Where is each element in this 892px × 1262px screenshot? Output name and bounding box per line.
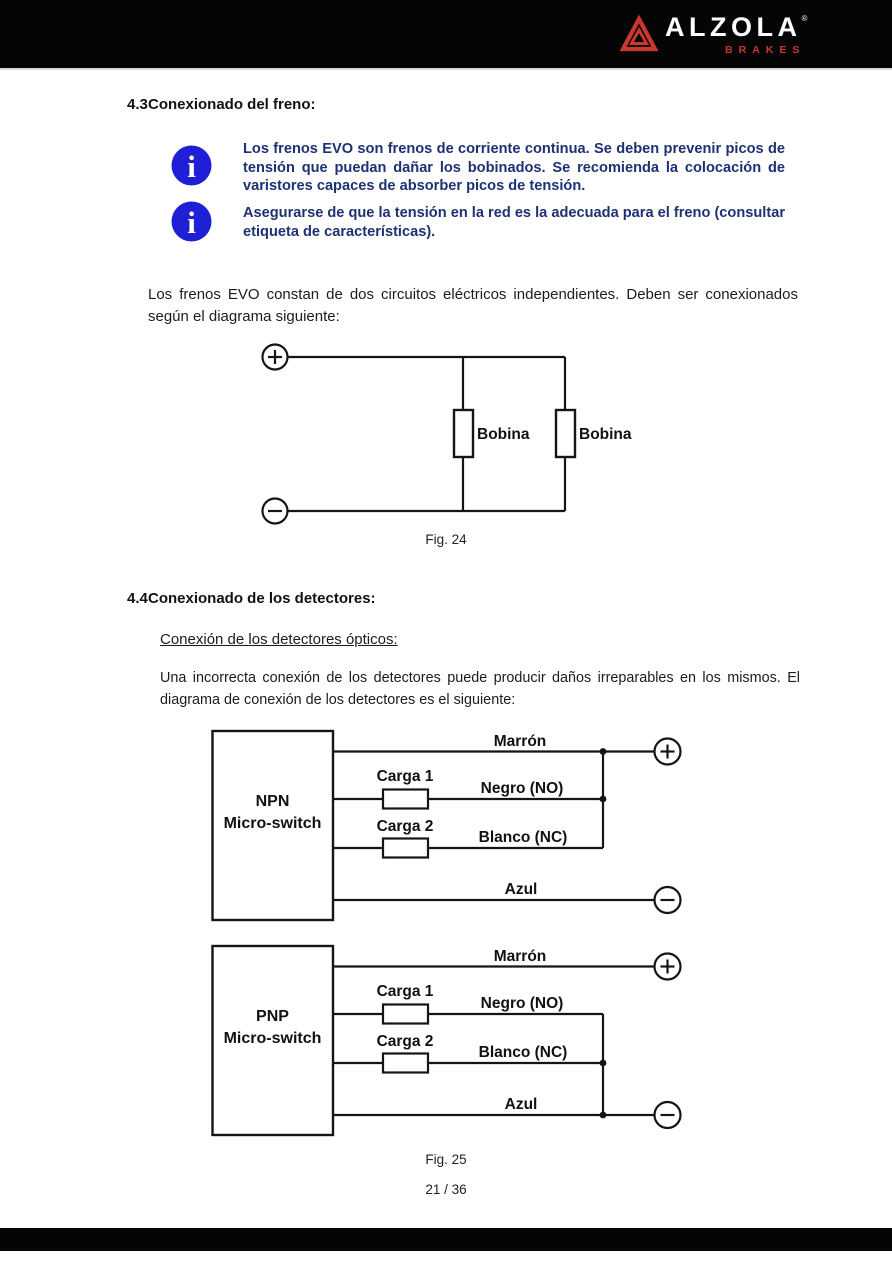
section-4-4-heading [127, 590, 376, 607]
header-bar [0, 0, 892, 70]
wire-label-black: Negro (NO) [480, 995, 564, 1012]
info-icon [171, 145, 212, 191]
junction-dot [600, 796, 607, 803]
note-voltage-spikes: Los frenos EVO son frenos de corriente continua. Se deben prevenir picos de tensión que puedan dañar los bobinados. Se recomienda la colocación de varistores capaces de absorber picos de tensión. [243, 141, 785, 194]
brand-subtitle: BRAKES [725, 44, 806, 56]
minus-terminal-icon [655, 887, 681, 913]
section-number: 4.3 [127, 96, 148, 113]
minus-terminal-icon [655, 1102, 681, 1128]
load-2-label: Carga 2 [376, 818, 434, 835]
junction-dot [600, 748, 607, 755]
load-1-box [383, 1005, 428, 1024]
device-name: PNP [256, 1008, 289, 1025]
load-1-box [383, 790, 428, 809]
svg-text:i: i [187, 205, 196, 240]
svg-text:i: i [187, 149, 196, 184]
alzola-triangle-icon [620, 14, 658, 61]
wire-label-blue: Azul [504, 881, 538, 898]
coil-box-1 [454, 410, 473, 457]
section-title: Conexionado de los detectores: [148, 590, 376, 607]
wire-label-black: Negro (NO) [480, 780, 564, 797]
load-2-label: Carga 2 [376, 1033, 434, 1050]
wire-label-white: Blanco (NC) [478, 829, 568, 846]
section-number: 4.4 [127, 590, 148, 607]
note-mains-voltage: Asegurarse de que la tensión en la red es la adecuada para el freno (consultar etiqueta de características). [243, 205, 785, 240]
coil-box-2 [556, 410, 575, 457]
plus-terminal-icon [655, 739, 681, 765]
wire-label-blue: Azul [504, 1096, 538, 1113]
pnp-diagram [205, 940, 690, 1140]
plus-terminal-icon [655, 954, 681, 980]
info-icon [171, 201, 212, 247]
coil-label-2: Bobina [579, 426, 632, 443]
npn-diagram [205, 725, 690, 925]
brand-logo [620, 14, 807, 61]
load-1-label: Carga 1 [376, 768, 434, 785]
device-type: Micro-switch [223, 815, 322, 832]
section-4-3-heading [127, 96, 316, 113]
wire-label-brown: Marrón [493, 948, 547, 965]
fig24-diagram [250, 335, 650, 527]
footer-bar [0, 1228, 892, 1251]
minus-terminal-icon [263, 499, 288, 524]
plus-terminal-icon [263, 345, 288, 370]
load-1-label: Carga 1 [376, 983, 434, 1000]
fig24-caption: Fig. 24 [425, 532, 467, 547]
wire-label-white: Blanco (NC) [478, 1044, 568, 1061]
load-2-box [383, 839, 428, 858]
load-2-box [383, 1054, 428, 1073]
paragraph-brake-circuits: Los frenos EVO constan de dos circuitos eléctricos independientes. Deben ser conexionados según el diagrama siguiente: [148, 286, 798, 325]
coil-label-1: Bobina [477, 426, 530, 443]
wire-label-brown: Marrón [493, 733, 547, 750]
fig25-caption: Fig. 25 [425, 1152, 467, 1167]
page-number: 21 / 36 [425, 1182, 467, 1197]
paragraph-detectors: Una incorrecta conexión de los detectores puede producir daños irreparables en los mismos. El diagrama de conexión de los detectores es el siguiente: [160, 670, 800, 708]
device-type: Micro-switch [223, 1030, 322, 1047]
junction-dot [600, 1060, 607, 1067]
brand-name: ALZOLA [665, 12, 802, 42]
registered-mark: ® [801, 14, 808, 23]
subheading-optical-detectors: Conexión de los detectores ópticos: [160, 631, 398, 648]
section-title: Conexionado del freno: [148, 96, 316, 113]
junction-dot [600, 1112, 607, 1119]
device-name: NPN [255, 793, 290, 810]
